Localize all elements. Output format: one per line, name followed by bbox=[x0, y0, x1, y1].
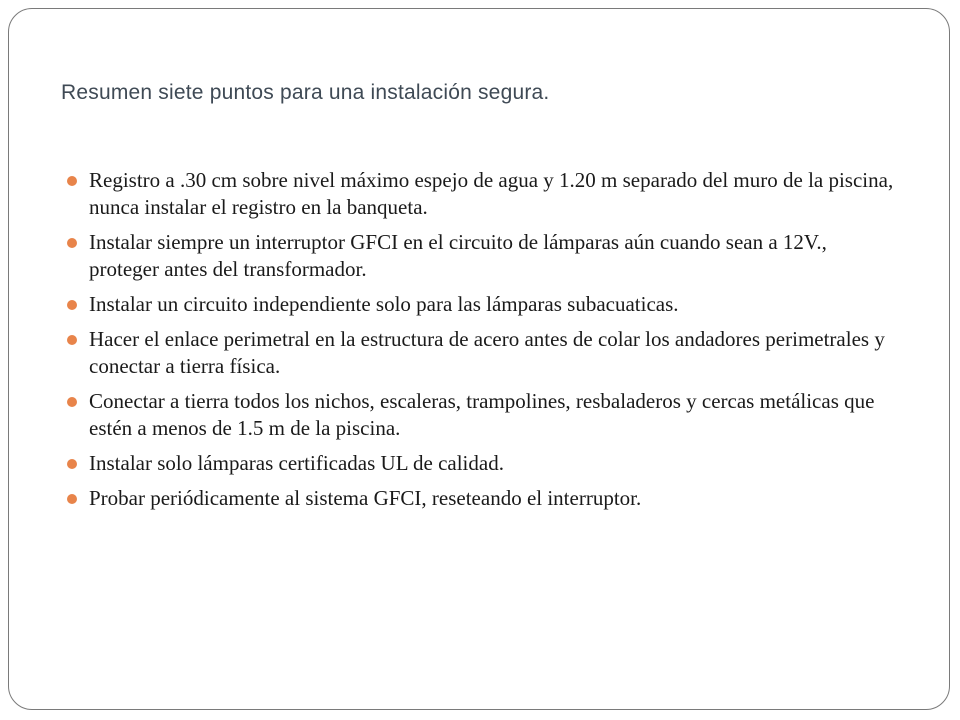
bullet-item bbox=[67, 326, 897, 380]
bullet-text: Registro a .30 cm sobre nivel máximo espejo de agua y 1.20 m separado del muro de la piscina, nunca instalar el registro en la banqueta. bbox=[89, 168, 894, 219]
bullet-item bbox=[67, 388, 897, 442]
bullet-text: Hacer el enlace perimetral en la estructura de acero antes de colar los andadores perimetrales y conectar a tierra física. bbox=[89, 327, 885, 378]
bullet-text: Instalar solo lámparas certificadas UL de calidad. bbox=[89, 451, 504, 475]
slide-title: Resumen siete puntos para una instalación segura. bbox=[61, 81, 550, 104]
bullet-dot-icon bbox=[67, 300, 77, 310]
bullet-item bbox=[67, 229, 897, 283]
bullet-dot-icon bbox=[67, 397, 77, 407]
bullet-dot-icon bbox=[67, 238, 77, 248]
bullet-item bbox=[67, 450, 897, 477]
bullet-text: Instalar un circuito independiente solo para las lámparas subacuaticas. bbox=[89, 292, 679, 316]
bullet-text: Probar periódicamente al sistema GFCI, reseteando el interruptor. bbox=[89, 486, 642, 510]
bullet-text: Conectar a tierra todos los nichos, escaleras, trampolines, resbaladeros y cercas metálicas que estén a menos de 1.5 m de la piscina. bbox=[89, 389, 875, 440]
bullet-dot-icon bbox=[67, 335, 77, 345]
bullet-dot-icon bbox=[67, 494, 77, 504]
bullet-item bbox=[67, 291, 897, 318]
slide-frame bbox=[8, 8, 950, 710]
bullet-dot-icon bbox=[67, 459, 77, 469]
bullet-text: Instalar siempre un interruptor GFCI en el circuito de lámparas aún cuando sean a 12V., proteger antes del transformador. bbox=[89, 230, 827, 281]
bullet-item bbox=[67, 167, 897, 221]
bullet-list bbox=[67, 167, 897, 520]
bullet-item bbox=[67, 485, 897, 512]
bullet-dot-icon bbox=[67, 176, 77, 186]
